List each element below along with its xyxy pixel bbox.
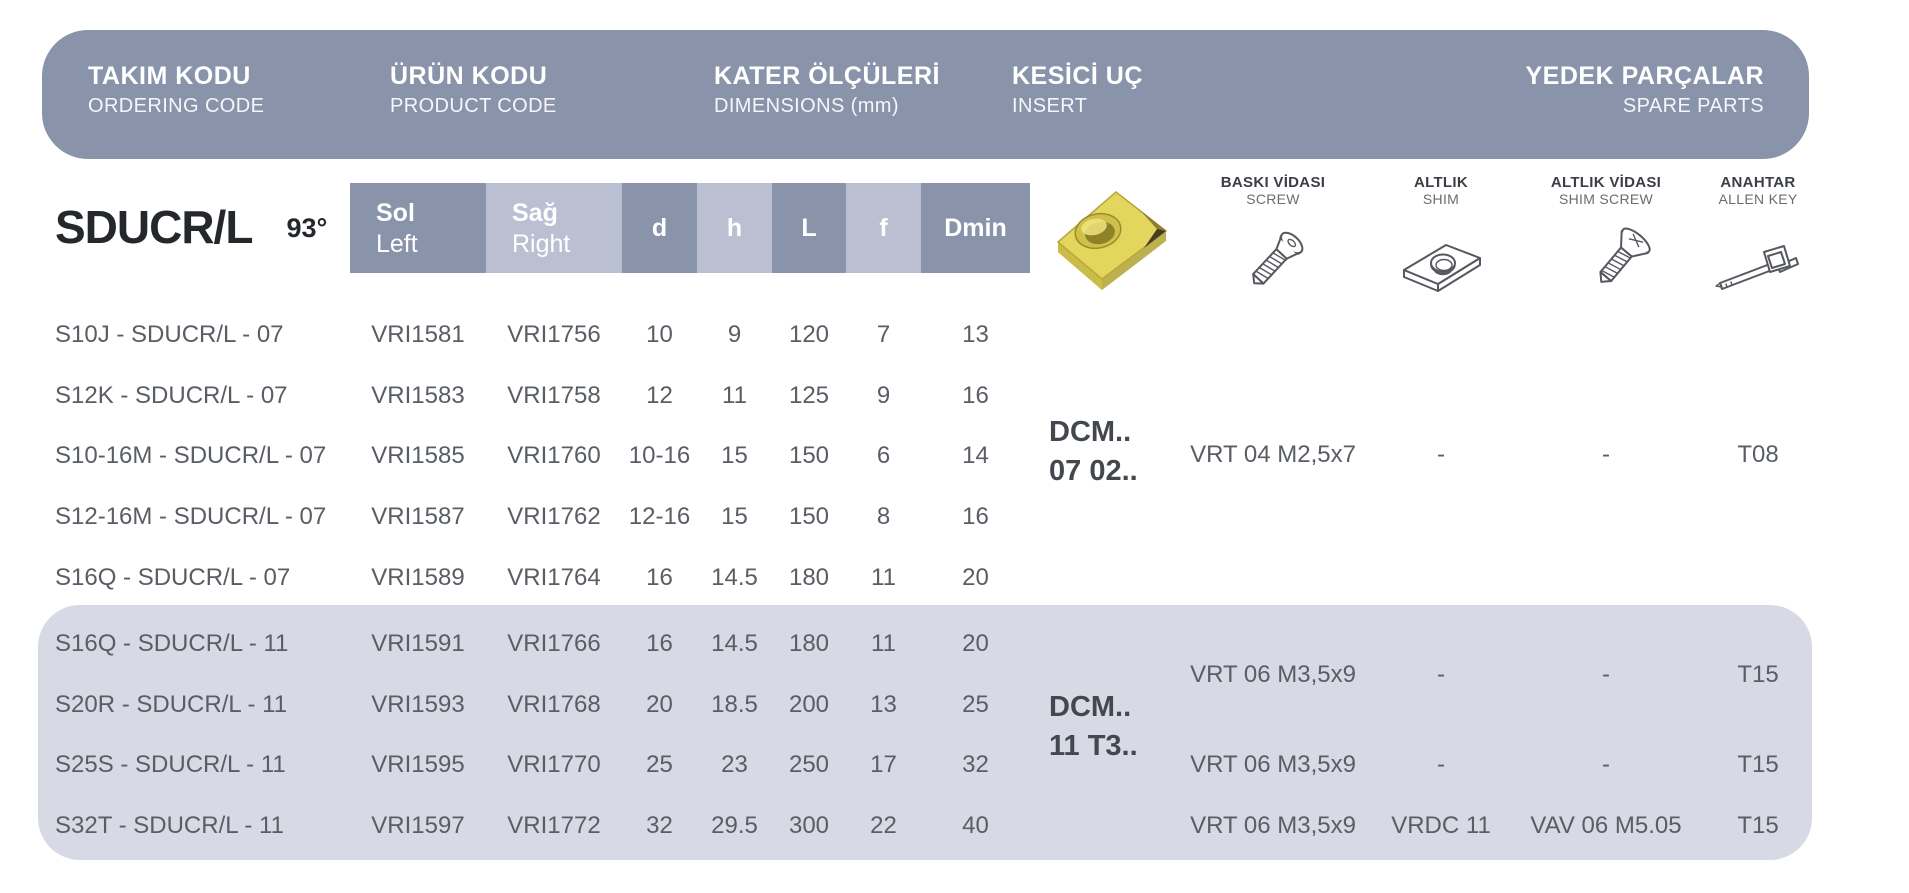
spare-shim-screw-value: - xyxy=(1602,661,1610,688)
spare-shim-value: - xyxy=(1437,661,1445,688)
header-subtitle: SPARE PARTS xyxy=(1622,95,1764,117)
spare-allen-key-value: T15 xyxy=(1737,661,1779,688)
product-code-right: VRI1756 xyxy=(507,321,601,348)
dim-h: 18.5 xyxy=(711,691,758,718)
product-code-right: VRI1770 xyxy=(507,751,601,778)
table-row xyxy=(0,381,1909,411)
dim-dmin: 40 xyxy=(962,812,989,839)
ordering-code: S10-16M - SDUCR/L - 07 xyxy=(55,442,327,469)
table-row xyxy=(0,502,1909,532)
table-row xyxy=(0,629,1909,659)
dim-f: 13 xyxy=(870,691,897,718)
dim-h: 23 xyxy=(721,751,748,778)
dim-h: 15 xyxy=(721,503,748,530)
header-product-code xyxy=(390,60,557,120)
ordering-code: S16Q - SDUCR/L - 07 xyxy=(55,564,291,591)
spare-shim-screw-value: VAV 06 M5.05 xyxy=(1530,812,1682,839)
product-code-left: VRI1589 xyxy=(371,564,465,591)
insert-code-line2: 11 T3.. xyxy=(1049,730,1138,762)
product-code-left: VRI1581 xyxy=(371,321,465,348)
ordering-code: S10J - SDUCR/L - 07 xyxy=(55,321,284,348)
dim-f: 17 xyxy=(870,751,897,778)
header-ordering-code xyxy=(88,60,264,120)
product-code-right: VRI1768 xyxy=(507,691,601,718)
dim-f: 22 xyxy=(870,812,897,839)
spare-label-shim-screw-en: SHIM SCREW xyxy=(1559,191,1653,207)
table-header-bar xyxy=(42,30,1809,159)
spare-allen-key-value: T08 xyxy=(1737,441,1779,468)
column-header-f: f xyxy=(846,183,921,273)
product-code-left: VRI1593 xyxy=(371,691,465,718)
spare-allen-key-value: T15 xyxy=(1737,751,1779,778)
dim-d: 16 xyxy=(646,630,673,657)
column-header-left-en: Left xyxy=(376,230,418,258)
spare-shim-value: - xyxy=(1437,751,1445,778)
dim-f: 7 xyxy=(876,321,891,348)
shim-screw-icon xyxy=(1580,225,1656,299)
spare-shim-screw-value: - xyxy=(1602,441,1610,468)
dim-f: 9 xyxy=(876,382,891,409)
dim-d: 12 xyxy=(646,382,673,409)
dim-h: 14.5 xyxy=(711,564,758,591)
spare-screw-value: VRT 06 M3,5x9 xyxy=(1190,661,1356,688)
dim-h: 15 xyxy=(721,442,748,469)
spare-screw-value: VRT 06 M3,5x9 xyxy=(1190,751,1356,778)
header-subtitle: INSERT xyxy=(1012,95,1088,117)
header-subtitle: DIMENSIONS (mm) xyxy=(714,95,899,117)
dim-L: 200 xyxy=(788,691,830,718)
dim-dmin: 16 xyxy=(962,503,989,530)
dim-L: 180 xyxy=(788,564,830,591)
spare-allen-key-value: T15 xyxy=(1737,812,1779,839)
ordering-code: S16Q - SDUCR/L - 11 xyxy=(55,630,289,657)
spare-screw-value: VRT 06 M3,5x9 xyxy=(1190,812,1356,839)
product-code-right: VRI1760 xyxy=(507,442,601,469)
header-title: KESİCİ UÇ xyxy=(1012,62,1143,90)
table-row xyxy=(0,320,1909,350)
dim-d: 12-16 xyxy=(628,503,691,530)
dim-L: 300 xyxy=(788,812,830,839)
dim-dmin: 16 xyxy=(962,382,989,409)
header-title: TAKIM KODU xyxy=(88,62,251,90)
product-code-left: VRI1587 xyxy=(371,503,465,530)
dim-L: 250 xyxy=(788,751,830,778)
dim-d: 10-16 xyxy=(628,442,691,469)
product-code-left: VRI1585 xyxy=(371,442,465,469)
spare-label-screw-tr: BASKI VİDASI xyxy=(1220,174,1326,191)
dim-d: 32 xyxy=(646,812,673,839)
header-title: ÜRÜN KODU xyxy=(390,62,548,90)
header-spare-parts xyxy=(1526,60,1765,120)
dim-dmin: 20 xyxy=(962,564,989,591)
spare-screw-value: VRT 04 M2,5x7 xyxy=(1190,441,1356,468)
product-code-left: VRI1591 xyxy=(371,630,465,657)
spare-shim-value: VRDC 11 xyxy=(1391,812,1491,839)
dim-d: 25 xyxy=(646,751,673,778)
header-subtitle: PRODUCT CODE xyxy=(390,95,557,117)
column-header-left xyxy=(350,183,486,273)
table-row xyxy=(0,690,1909,720)
ordering-code: S12-16M - SDUCR/L - 07 xyxy=(55,503,327,530)
dim-L: 125 xyxy=(788,382,830,409)
insert-code-line2: 07 02.. xyxy=(1049,455,1138,487)
screw-icon xyxy=(1237,225,1311,299)
column-header-dmin: Dmin xyxy=(921,183,1030,273)
product-code-right: VRI1758 xyxy=(507,382,601,409)
allen-key-icon xyxy=(1712,238,1806,296)
ordering-code: S25S - SDUCR/L - 11 xyxy=(55,751,286,778)
spare-label-screw-en: SCREW xyxy=(1246,191,1300,207)
dim-d: 16 xyxy=(646,564,673,591)
insert-code-line1: DCM.. xyxy=(1049,691,1132,723)
header-subtitle: ORDERING CODE xyxy=(88,95,265,117)
column-header-L: L xyxy=(772,183,846,273)
tool-lead-angle: 93° xyxy=(286,213,328,243)
dim-h: 9 xyxy=(727,321,742,348)
header-title: KATER ÖLÇÜLERİ xyxy=(714,62,940,90)
header-title: YEDEK PARÇALAR xyxy=(1525,62,1764,90)
spare-label-allen-key-tr: ANAHTAR xyxy=(1720,174,1796,191)
spare-parts-row xyxy=(0,750,1909,780)
ordering-code: S20R - SDUCR/L - 11 xyxy=(55,691,288,718)
tool-family-title xyxy=(55,200,355,254)
column-header-d: d xyxy=(622,183,697,273)
spare-parts-row xyxy=(0,440,1909,470)
header-dimensions xyxy=(714,60,940,120)
spare-label-shim-tr: ALTLIK xyxy=(1413,174,1468,191)
dim-L: 150 xyxy=(788,503,830,530)
spare-shim-screw-value: - xyxy=(1602,751,1610,778)
dim-dmin: 14 xyxy=(962,442,989,469)
product-code-left: VRI1583 xyxy=(371,382,465,409)
spare-parts-row xyxy=(0,660,1909,690)
dim-f: 8 xyxy=(876,503,891,530)
spare-label-allen-key-en: ALLEN KEY xyxy=(1718,191,1798,207)
column-header-right xyxy=(486,183,622,273)
table-row xyxy=(0,563,1909,593)
spare-parts-row xyxy=(0,811,1909,841)
spare-label-shim-en: SHIM xyxy=(1422,191,1460,207)
ordering-code: S32T - SDUCR/L - 11 xyxy=(55,812,284,839)
dim-h: 29.5 xyxy=(711,812,758,839)
dim-L: 180 xyxy=(788,630,830,657)
column-header-h: h xyxy=(697,183,772,273)
dim-dmin: 32 xyxy=(962,751,989,778)
spare-shim-value: - xyxy=(1437,441,1445,468)
product-code-right: VRI1766 xyxy=(507,630,601,657)
dim-h: 11 xyxy=(722,382,747,409)
dim-dmin: 20 xyxy=(962,630,989,657)
header-insert xyxy=(1012,60,1143,120)
insert-code-line1: DCM.. xyxy=(1049,416,1132,448)
spare-label-shim-screw-tr: ALTLIK VİDASI xyxy=(1550,174,1662,191)
product-code-right: VRI1772 xyxy=(507,812,601,839)
tool-name: SDUCR/L xyxy=(55,201,253,253)
column-header-right-en: Right xyxy=(512,230,571,258)
spare-label-allen-key xyxy=(1648,174,1868,208)
insert-photo-dcm xyxy=(1044,182,1176,296)
dim-d: 20 xyxy=(646,691,673,718)
dim-dmin: 25 xyxy=(962,691,989,718)
column-header-left-tr: Sol xyxy=(376,199,415,227)
product-code-right: VRI1764 xyxy=(507,564,601,591)
dim-h: 14.5 xyxy=(711,630,758,657)
product-code-left: VRI1595 xyxy=(371,751,465,778)
ordering-code: S12K - SDUCR/L - 07 xyxy=(55,382,288,409)
dim-f: 6 xyxy=(876,442,891,469)
product-code-left: VRI1597 xyxy=(371,812,465,839)
shim-icon xyxy=(1399,238,1485,298)
dim-dmin: 13 xyxy=(962,321,989,348)
product-code-right: VRI1762 xyxy=(507,503,601,530)
dim-f: 11 xyxy=(871,630,896,657)
dim-f: 11 xyxy=(871,564,896,591)
dim-L: 120 xyxy=(788,321,830,348)
column-header-right-tr: Sağ xyxy=(512,199,558,227)
dim-d: 10 xyxy=(646,321,673,348)
dim-L: 150 xyxy=(788,442,830,469)
